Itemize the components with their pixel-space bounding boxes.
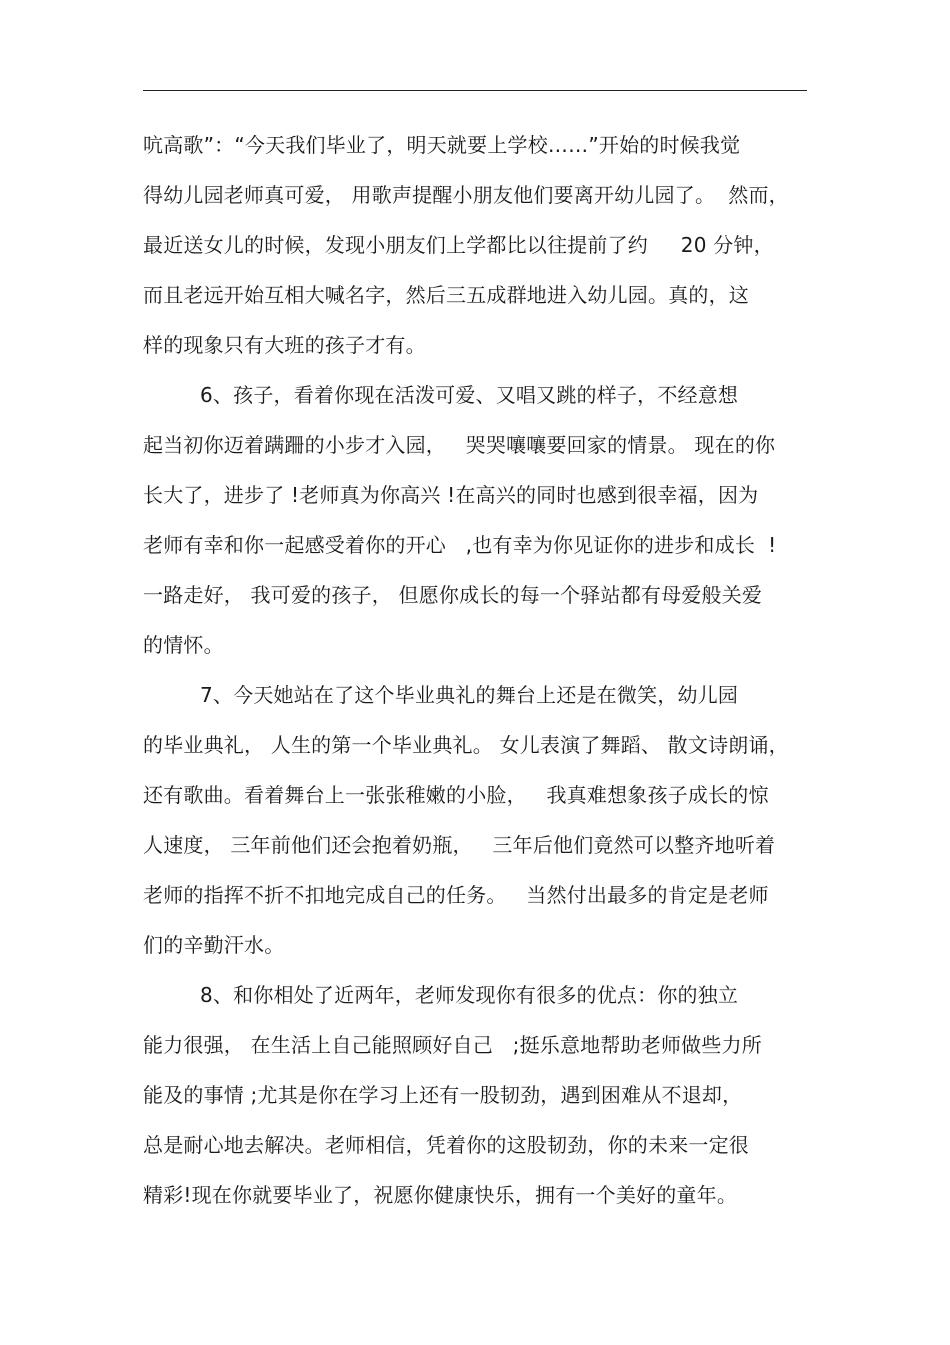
- text-line: 最近送女儿的时候，发现小朋友们上学都比以往提前了约 20 分钟，: [143, 233, 774, 257]
- body-text: [143, 120, 813, 1220]
- paragraph-6-start: 6、孩子，看着你现在活泼可爱、又唱又跳的样子，不经意想: [200, 383, 739, 407]
- paragraph-7-start: 7、今天她站在了这个毕业典礼的舞台上还是在微笑，幼儿园: [200, 683, 739, 707]
- text-line: 的毕业典礼， 人生的第一个毕业典礼。 女儿表演了舞蹈、 散文诗朗诵，: [143, 733, 789, 757]
- text-line: 老师有幸和你一起感受着你的开心 ,也有幸为你见证你的进步和成长 !: [143, 533, 777, 557]
- text-line: 精彩!现在你就要毕业了，祝愿你健康快乐，拥有一个美好的童年。: [143, 1183, 738, 1207]
- text-line: 样的现象只有大班的孩子才有。: [143, 333, 426, 357]
- header-rule: [143, 90, 807, 91]
- text-line: 而且老远开始互相大喊名字，然后三五成群地进入幼儿园。真的，这: [143, 283, 749, 307]
- text-line: 得幼儿园老师真可爱， 用歌声提醒小朋友他们要离开幼儿园了。 然而，: [143, 183, 789, 207]
- text-line: 能力很强， 在生活上自己能照顾好自己 ;挺乐意地帮助老师做些力所: [143, 1033, 762, 1057]
- text-line: 的情怀。: [143, 633, 224, 657]
- text-line: 吭高歌”：“今天我们毕业了，明天就要上学校……”开始的时候我觉: [143, 133, 741, 157]
- text-line: 能及的事情 ;尤其是你在学习上还有一股韧劲，遇到困难从不退却，: [143, 1083, 743, 1107]
- text-line: 老师的指挥不折不扣地完成自己的任务。 当然付出最多的肯定是老师: [143, 883, 769, 907]
- text-line: 还有歌曲。看着舞台上一张张稚嫩的小脸， 我真难想象孩子成长的惊: [143, 783, 769, 807]
- text-line: 总是耐心地去解决。老师相信，凭着你的这股韧劲，你的未来一定很: [143, 1133, 749, 1157]
- text-line: 长大了，进步了 !老师真为你高兴 !在高兴的同时也感到很幸福，因为: [143, 483, 759, 507]
- paragraph-8-start: 8、和你相处了近两年，老师发现你有很多的优点：你的独立: [200, 983, 739, 1007]
- text-line: 一路走好， 我可爱的孩子， 但愿你成长的每一个驿站都有母爱般关爱: [143, 583, 763, 607]
- text-line: 人速度， 三年前他们还会抱着奶瓶， 三年后他们竟然可以整齐地听着: [143, 833, 776, 857]
- text-line: 起当初你迈着蹒跚的小步才入园， 哭哭嚷嚷要回家的情景。 现在的你: [143, 433, 776, 457]
- text-line: 们的辛勤汗水。: [143, 933, 285, 957]
